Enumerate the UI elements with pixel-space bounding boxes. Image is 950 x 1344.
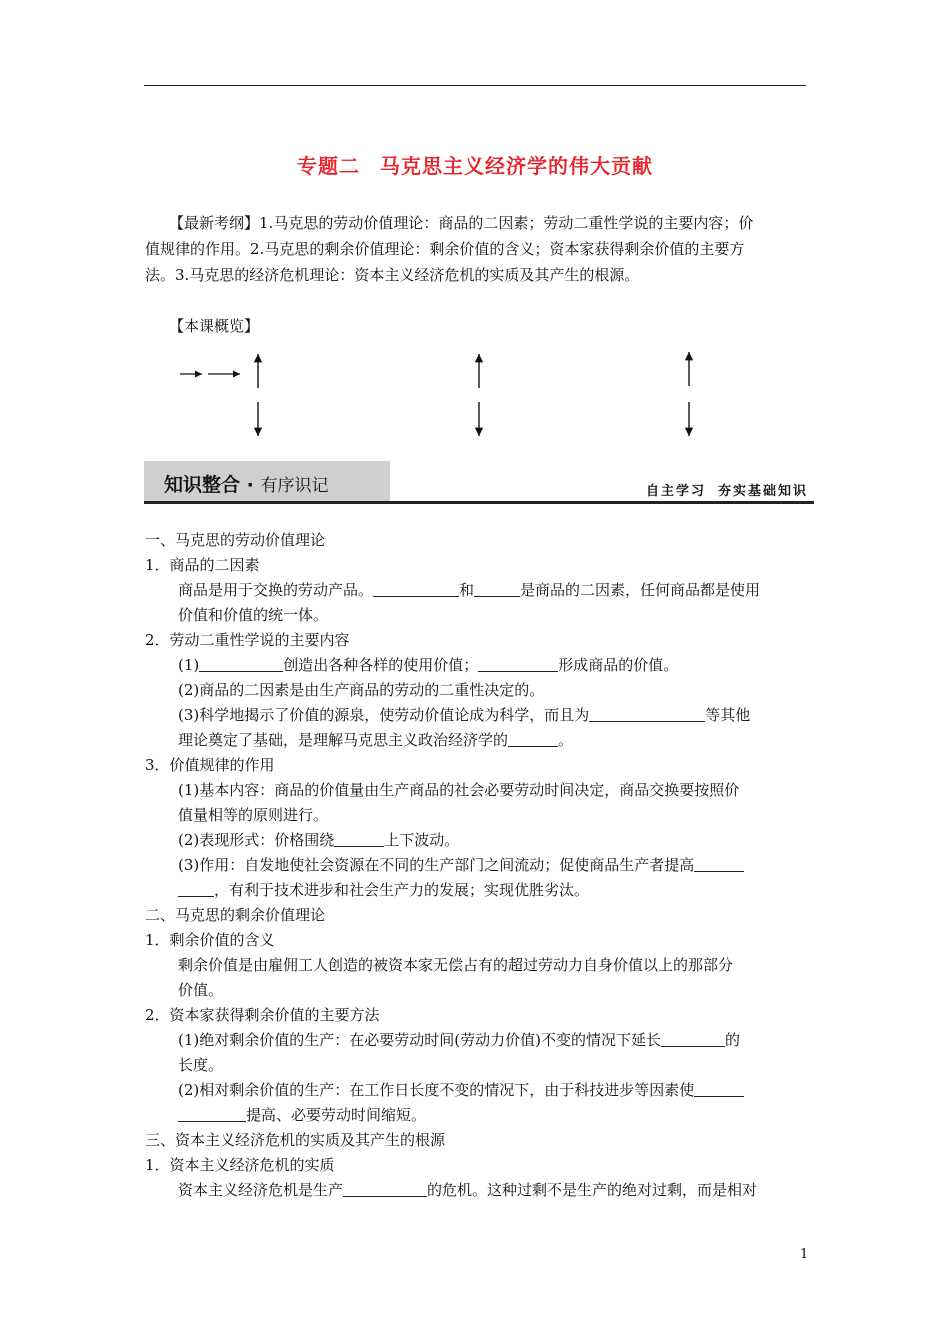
item-heading: 1．资本主义经济危机的实质 [145, 1156, 335, 1174]
paragraph: (1)基本内容：商品的价值量由生产商品的社会必要劳动时间决定，商品交换要按照价 [178, 781, 740, 799]
section-heading: 二、马克思的剩余价值理论 [145, 906, 326, 924]
banner-slogan-1: 自主学习 [645, 484, 706, 499]
paragraph: 价值和价值的统一体。 [178, 606, 329, 624]
paragraph: 值量相等的原则进行。 [178, 806, 329, 824]
outline-line: 法。3.马克思的经济危机理论：资本主义经济危机的实质及其产生的根源。 [145, 266, 640, 284]
banner-dot: · [246, 474, 254, 496]
paragraph: ，有利于技术进步和社会生产力的发展；实现优胜劣汰。 [145, 878, 810, 903]
banner-title-text: 知识整合 [164, 474, 241, 496]
paragraph: (1)绝对剩余价值的生产：在必要劳动时间(劳动力价值)不变的情况下延长 的 [178, 1031, 740, 1049]
fill-blank[interactable] [199, 655, 283, 672]
banner-slogan [646, 480, 808, 499]
fill-blank[interactable] [178, 1105, 246, 1122]
item-heading: 1．剩余价值的含义 [145, 931, 275, 949]
paragraph: (1) 创造出各种各样的使用价值； 形成商品的价值。 [178, 656, 679, 674]
paragraph: 价值。 [178, 981, 224, 999]
overview-label: 【本课概览】 [169, 317, 260, 335]
overview-diagram [170, 342, 730, 446]
item-heading: 1．商品的二因素 [145, 556, 260, 574]
exam-outline [145, 210, 810, 288]
item-heading: 2．劳动二重性学说的主要内容 [145, 631, 350, 649]
page-number: 1 [800, 1247, 809, 1262]
item-heading: 3．价值规律的作用 [145, 756, 275, 774]
item-heading: 2．资本家获得剩余价值的主要方法 [145, 1006, 380, 1024]
paragraph: 长度。 [178, 1056, 224, 1074]
main-content [145, 528, 810, 1203]
outline-label: 【最新考纲】 [169, 214, 260, 232]
header-rule [144, 85, 806, 86]
paragraph: (2)相对剩余价值的生产：在工作日长度不变的情况下，由于科技进步等因素使 [145, 1078, 810, 1103]
fill-blank[interactable] [178, 880, 214, 897]
banner-subtitle: 有序识记 [260, 476, 329, 496]
fill-blank[interactable] [474, 580, 520, 597]
fill-blank[interactable] [343, 1180, 427, 1197]
paragraph: (3)科学地揭示了价值的源泉，使劳动价值论成为科学，而且为 等其他 [178, 706, 751, 724]
paragraph: (3)作用：自发地使社会资源在不同的生产部门之间流动；促使商品生产者提高 [145, 853, 810, 878]
paragraph: (2)表现形式：价格围绕 上下波动。 [178, 831, 460, 849]
fill-blank[interactable] [694, 855, 744, 872]
fill-blank[interactable] [508, 730, 558, 747]
title-topic: 专题二 [297, 154, 360, 178]
fill-blank[interactable] [334, 830, 384, 847]
fill-blank[interactable] [589, 705, 705, 722]
paragraph: 理论奠定了基础，是理解马克思主义政治经济学的 。 [178, 731, 574, 749]
outline-line: 1.马克思的劳动价值理论：商品的二因素；劳动二重性学说的主要内容；价 [259, 214, 754, 232]
fill-blank[interactable] [661, 1030, 725, 1047]
banner-rule [144, 501, 814, 504]
paragraph: 商品是用于交换的劳动产品。 和 是商品的二因素，任何商品都是使用 [178, 581, 761, 599]
outline-line: 值规律的作用。2.马克思的剩余价值理论：剩余价值的含义；资本家获得剩余价值的主要方 [145, 240, 745, 258]
paragraph: (2)商品的二因素是由生产商品的劳动的二重性决定的。 [178, 681, 545, 699]
fill-blank[interactable] [373, 580, 459, 597]
paragraph: 资本主义经济危机是生产 的危机。这种过剩不是生产的绝对过剩，而是相对 [178, 1181, 758, 1199]
banner-title [164, 470, 328, 497]
banner-slogan-2: 夯实基础知识 [717, 484, 808, 499]
fill-blank[interactable] [694, 1080, 744, 1097]
paragraph: 剩余价值是由雇佣工人创造的被资本家无偿占有的超过劳动力自身价值以上的那部分 [178, 956, 734, 974]
fill-blank[interactable] [478, 655, 558, 672]
page-title [0, 150, 950, 179]
paragraph: 提高、必要劳动时间缩短。 [145, 1103, 810, 1128]
title-name: 马克思主义经济学的伟大贡献 [380, 154, 653, 178]
section-heading: 三、资本主义经济危机的实质及其产生的根源 [145, 1131, 446, 1149]
section-heading: 一、马克思的劳动价值理论 [145, 531, 326, 549]
section-banner [144, 461, 814, 505]
